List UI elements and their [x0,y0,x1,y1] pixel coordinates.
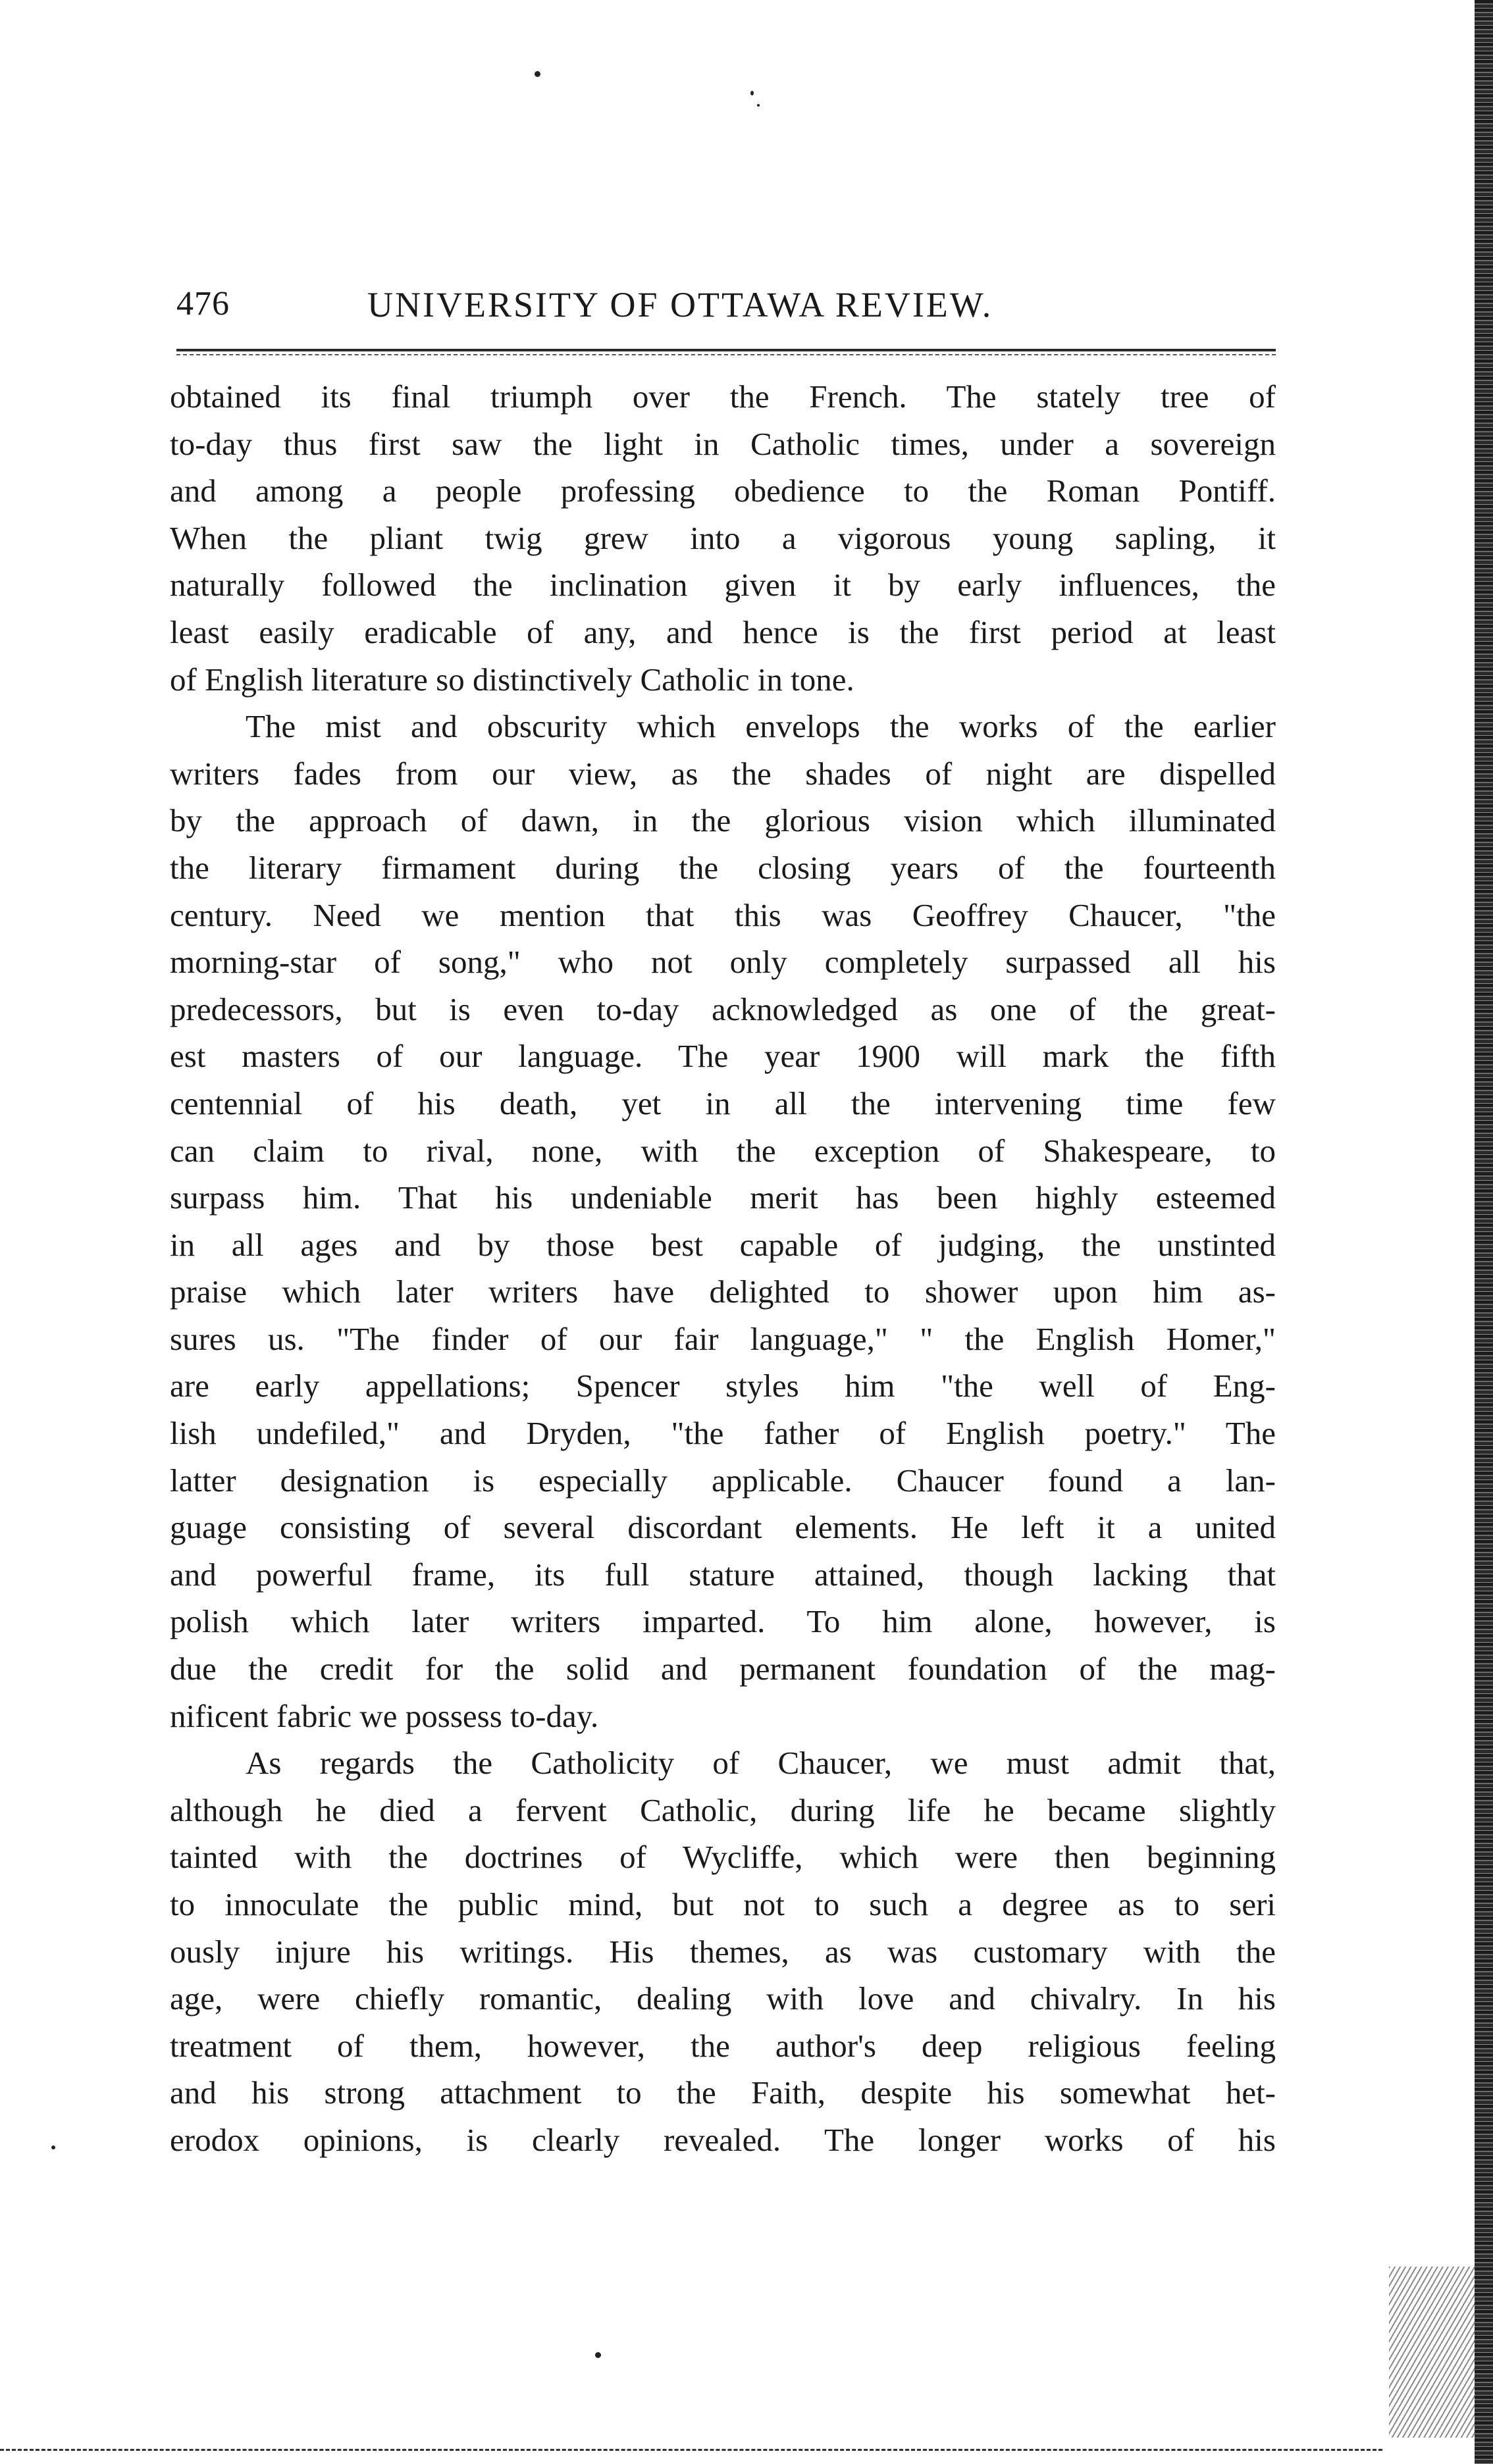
text-line: sures us. "The finder of our fair language," " the English Homer," [170,1320,1276,1357]
text-line: and powerful frame, its full stature attained, though lacking that [170,1556,1276,1593]
text-line: naturally followed the inclination given it by early influences, the [170,567,1276,603]
ink-speck [750,91,754,95]
text-line: lish undefiled," and Dryden, "the father of English poetry." The [170,1415,1276,1452]
text-line: polish which later writers imparted. To him alone, however, is [170,1603,1276,1640]
ink-speck [595,2352,601,2358]
text-line: by the approach of dawn, in the glorious vision which illuminated [170,802,1276,839]
scanned-edge-shadow [1389,2267,1475,2438]
running-header [176,275,1276,334]
text-line: are early appellations; Spencer styles him "the well of Eng- [170,1368,1276,1404]
ink-speck [757,104,760,107]
text-line: erodox opinions, is clearly revealed. The longer works of his [170,2121,1276,2158]
text-line: and among a people professing obedience to the Roman Pontiff. [170,473,1276,509]
running-title: UNIVERSITY OF OTTAWA REVIEW. [367,285,993,324]
text-line: praise which later writers have delighted to shower upon him as- [170,1273,1276,1310]
text-line: to-day thus first saw the light in Catholic times, under a sovereign [170,425,1276,462]
text-line: treatment of them, however, the author's deep religious feeling [170,2027,1276,2064]
text-line: century. Need we mention that this was Geoffrey Chaucer, "the [170,896,1276,933]
text-line: predecessors, but is even to-day acknowledged as one of the great- [170,990,1276,1027]
body-text [170,373,1276,2164]
text-line: morning-star of song," who not only completely surpassed all his [170,944,1276,981]
text-line: the literary firmament during the closing years of the fourteenth [170,849,1276,886]
header-rule [176,349,1276,351]
paragraph-3 [170,1739,1276,2163]
text-line: surpass him. That his undeniable merit has been highly esteemed [170,1179,1276,1216]
text-line: When the pliant twig grew into a vigorous young sapling, it [170,519,1276,556]
paragraph-2 [170,703,1276,1739]
text-line: latter designation is especially applicable. Chaucer found a lan- [170,1462,1276,1499]
text-line: est masters of our language. The year 1900 will mark the fifth [170,1038,1276,1075]
text-line: least easily eradicable of any, and hence is the first period at least [170,613,1276,650]
text-line: in all ages and by those best capable of judging, the unstinted [170,1226,1276,1263]
text-line: As regards the Catholicity of Chaucer, we must admit that, [246,1745,1276,1782]
text-line: writers fades from our view, as the shades of night are dispelled [170,755,1276,792]
text-line: although he died a fervent Catholic, during life he became slightly [170,1791,1276,1828]
text-line: age, were chiefly romantic, dealing with love and chivalry. In his [170,1980,1276,2017]
ink-speck [535,71,540,77]
text-line: and his strong attachment to the Faith, despite his somewhat het- [170,2074,1276,2111]
page-number: 476 [176,285,230,322]
text-line: tainted with the doctrines of Wycliffe, which were then beginning [170,1839,1276,1876]
text-line: of English literature so distinctively Catholic in tone. [170,661,854,698]
text-line: centennial of his death, yet in all the intervening time few [170,1085,1276,1121]
text-line: ously injure his writings. His themes, as was customary with the [170,1933,1276,1970]
scanned-page-edge [1475,0,1493,2464]
text-line: can claim to rival, none, with the exception of Shakespeare, to [170,1132,1276,1169]
page-bottom-edge [0,2449,1382,2451]
ink-speck [51,2145,55,2149]
text-line: guage consisting of several discordant elements. He left it a united [170,1509,1276,1546]
text-line: obtained its final triumph over the French. The stately tree of [170,378,1276,415]
text-line: nificent fabric we possess to-day. [170,1697,599,1734]
text-line: The mist and obscurity which envelops the works of the earlier [246,708,1276,745]
text-line: due the credit for the solid and permanent foundation of the mag- [170,1651,1276,1687]
paragraph-1 [170,373,1276,703]
header-rule-secondary [176,354,1276,355]
text-line: to innoculate the public mind, but not to such a degree as to seri [170,1886,1276,1922]
